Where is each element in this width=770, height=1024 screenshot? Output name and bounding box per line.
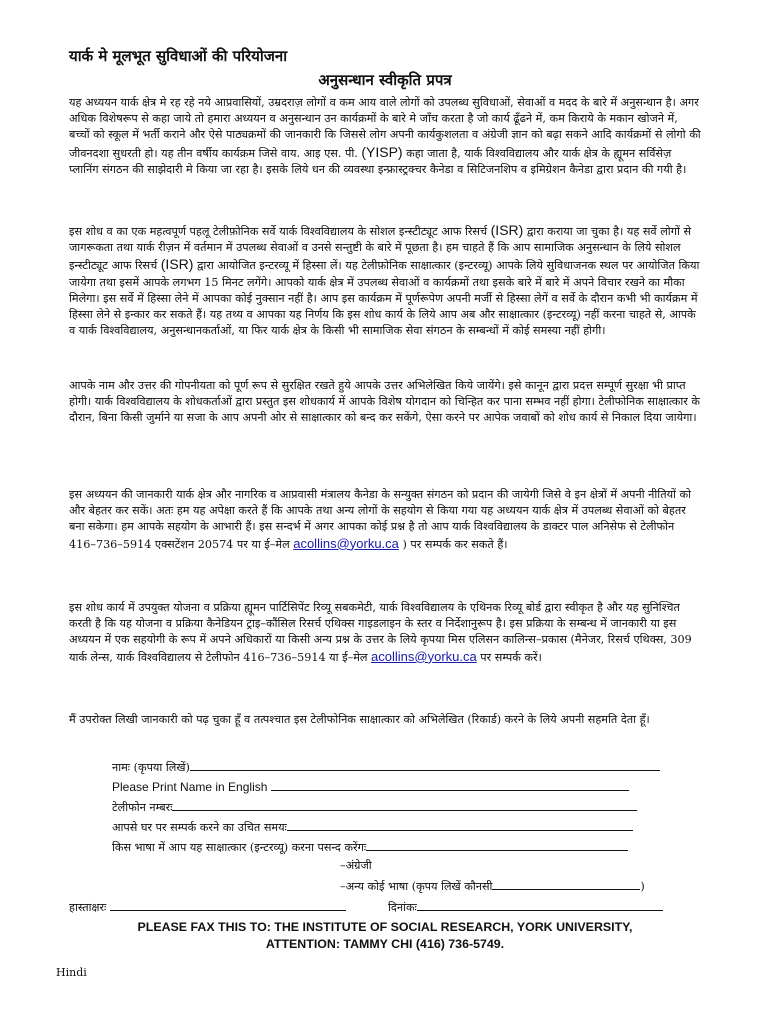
language-footer: Hindi [56,966,87,979]
option-other-language[interactable] [340,878,645,894]
document-title: यार्क मे मूलभूत सुविधाओं की परियोजना [69,47,288,65]
phone-label: टेलीफोन नम्बरः [112,801,173,814]
signature-input-line[interactable] [110,899,346,911]
survey-text-a: इस शोध व का एक महत्वपूर्ण पहलू टेलीफ़ोनिक सर्वे यार्क विश्वविद्यालय के सोशल इन्स्टीट्यूट आफ रिसर्च [69,225,488,238]
contact-time-label: आपसे घर पर सम्पर्क करने का उचित समयः [112,821,287,834]
name-field[interactable] [112,759,660,775]
ethics-email-link[interactable]: acollins@yorku.ca [371,648,477,664]
confidentiality-paragraph: आपके नाम और उत्तर की गोपनीयता को पूर्ण रूप से सुरक्षित रखते हुये आपके उत्तर अभिलेखित किये जायेंगे। इसे कानून द्वारा प्रदत्त सम्पूर्ण सुरक्षा भी प्राप्त होगी। यार्क विश्वविद्यालय के शोधकर्ताओं द्वारा प्रस्तुत इस शोधकार्य में आपके विशेष योगदान को चिन्हित कर पाना सम्भव नहीं होगा। टेलीफोनिक साक्षात्कार के दौरान, बिना किसी जुर्माने या सजा के आप अपनी ओर से साक्षात्कार को बन्द कर सकेंगे, ऐसा करने पर आपेक जवाबों को शोध कार्य से निकाल दिया जायेगा। [69,379,700,425]
intro-text: यह अध्ययन यार्क क्षेत्र मे रह रहे नये आप्रवासियों, उम्रदराज़ लोगों व कम आय वाले लोगों को उपलब्ध सुविधाओं, सेवाओं व मदद के बारे में अनुसन्धान है। अगर अधिक विशेषरूप से कहा जाये तो हमारा अध्ययन व अनुसन्धान उन कार्यक्रमों के बारे मे जाँच करता है जो कार्य ढूँढने में, कम किराये के मकान खोजने में, बच्चों को स्कूल में भर्ती कराने और ऐसे पाठ्यक्रमों की जानकारी कि जिससे लोग अपनी कार्यकुशलता व अंग्रेजी ज्ञान को बढ़ा सकने आदि कार्यक्रमों से लोगो की जीवनदशा सुधरती हो। यह तीन वर्षीय कार्यक्रम जिसे वाय. आइ एस. पी. [69,96,701,160]
intro-abbr: (YISP) [361,143,403,160]
survey-abbr: (ISR) [490,222,524,238]
consent-statement: मैं उपरोक्त लिखी जानकारी को पढ़ चुका हूँ व तत्पश्चात इस टेलीफोनिक साक्षात्कार को अभिलेखित (रिकार्ड) करने के लिये अपनी सहमति देता हूँ। [69,713,650,726]
intro-paragraph [69,95,701,178]
information-paragraph [69,487,701,553]
name-input-line[interactable] [190,759,660,771]
date-field[interactable] [388,899,663,915]
survey-abbr-2: (ISR) [160,256,194,273]
signature-field[interactable] [69,899,346,915]
fax-instruction-line-2: ATTENTION: TAMMY CHI (416) 736-5749. [265,937,505,951]
signature-label: हास्ताक्षरः [69,901,107,914]
other-language-input-line[interactable] [492,878,640,890]
information-text-a: इस अध्ययन की जानकारी यार्क क्षेत्र और नागरिक व आप्रवासी मंत्रालय कैनेडा के सन्युक्त संगठन को प्रदान की जायेगी जिसे वे इन क्षेत्रों में अपनी नीतियों को और बेहतर कर सकें। अतः हम यह अपेक्षा करते हैं कि आपके तथा अन्य लोगों के सहयोग से किया गया यह अध्ययन यार्क क्षेत्र में उपलब्ध सेवाओं को बेहतर बना सकेगा। हम आपके सहयोग के आभारी हैं। इस सन्दर्भ में अगर आपका कोई प्रश्न है तो आप यार्क विश्वविद्यालय के डाक्टर पाल अनिसेफ से टेलीफोन 416–736–5914 एक्सटेंशन 20574 पर या ई–मेल [69,488,691,551]
ethics-text-b: पर सम्पर्क करें। [480,650,542,664]
intro-text-end: कहा जाता है, यार्क विश्वविद्यालय और यार्क क्षेत्र के ह्यूमन सर्विसेज़ प्लानिंग संगठन की साझेदारी मे किया जा रहा है। इसके लिये धन की व्यवस्था इन्फ्रास्ट्रक्चर कैनेडा व सिटिजनशिप व इमिग्रेशन कैनेडा द्वारा प्रदान की गयी है। [69,146,687,176]
date-label: दिनांकः [388,901,417,914]
option-other-close: ) [640,880,645,893]
option-english[interactable]: –अंग्रेजी [340,859,372,872]
ethics-paragraph [69,600,701,666]
phone-field[interactable] [112,799,637,815]
phone-input-line[interactable] [172,799,637,811]
print-name-label: Please Print Name in English [112,780,268,794]
survey-text-c: द्वारा आयोजित इन्टरव्यू में हिस्सा लें। यह टेलीफ़ोनिक साक्षात्कार (इन्टरव्यू) आपके लिये सुविधाजनक स्थल पर आयोजित किया जायेगा तथा इसमें आपके लगभग 15 मिनट लगेंगे। आपको यार्क क्षेत्र में उपलब्ध सेवाओं व कार्यक्रमों तथा इसके बारे में बारे में अपने विचार रखने का मौका मिलेगा। इस सर्वे में हिस्सा लेने में आपका कोई नुक्सान नहीं है। आप इस कार्यक्रम में पूर्णरूपेण अपनी मर्जी से हिस्सा लेगें व सर्वे के दौरान कभी भी कार्यक्रम में हिस्सा लेने से इन्कार कर सकते हैं। यह तथ्य व आपका यह निर्णय कि इस शोध कार्य के लिये आप अब और साक्षात्कार (इन्टरव्यू) नहीं करना चाहते से, आपके व यार्क विश्वविद्यालय, अनुसन्धानकर्ताओं, या फिर यार्क क्षेत्र के किसी भी सामाजिक सेवा संगठन के सम्बन्धों में कोई समस्या नहीं होगी। [69,259,700,338]
fax-instruction-line-1: PLEASE FAX THIS TO: THE INSTITUTE OF SOCIAL RESEARCH, YORK UNIVERSITY, [137,920,633,934]
language-label: किस भाषा में आप यह साक्षात्कार (इन्टरव्यू) करना पसन्द करेंगः [112,841,367,854]
language-input-line[interactable] [366,839,628,851]
contact-time-input-line[interactable] [287,819,633,831]
survey-text-b: द्वारा कराया जा चुका है। यह सर्वे लोगों से जागरूकता तथा यार्क रीज़न में वर्तमान में उपलब्ध सेवाओं व उनसे सन्तुष्टी के बारे में पूछता है। हम चाहते हैं कि आप सामाजिक अनुसन्धान के लिये सोशल इन्स्टीट्यूट आफ रिसर्च [69,225,692,273]
language-field[interactable] [112,839,628,855]
print-name-input-line[interactable] [271,779,629,791]
ethics-text-a: इस शोध कार्य में उपयुक्त योजना व प्रक्रिया ह्यूमन पार्टिसिपेंट रिव्यू सबकमेटी, यार्क विश्वविद्यालय के एथिनक रिव्यू बोर्ड द्वारा स्वीकृत है और यह सुनिश्चित करती है कि यह योजना व प्रक्रिया कैनेडियन ट्राइ–कौंसिल रिसर्च एथिक्स गाइडलाइन के स्तर व निर्देशानुरूप है। इस प्रक्रिया के सम्बन्ध में जानकारी या इस अध्ययन में एक सहयोगी के रूप में अपने अधिकारों या किसी अन्य प्रश्न के उत्तर के लिये कृपया मिस एलिसन कालिन्स–प्रकास (मैनेजर, रिसर्च एथिक्स, 309 यार्क लेन्स, यार्क विश्वविद्यालय से टेलीफोन 416–736–5914 या ई–मेल [69,601,692,664]
survey-paragraph [69,222,701,339]
option-other-label: –अन्य कोई भाषा (कृपय लिखें कौनसी [340,880,493,893]
name-label: नामः (कृपया लिखें) [112,761,190,774]
information-text-b: ) पर सम्पर्क कर सकते हैं। [402,537,508,551]
contact-email-link[interactable]: acollins@yorku.ca [293,535,399,551]
date-input-line[interactable] [417,899,663,911]
document-subtitle: अनुसन्धान स्वीकृति प्रपत्र [318,71,452,89]
contact-time-field[interactable] [112,819,633,835]
print-name-field[interactable] [112,779,629,794]
